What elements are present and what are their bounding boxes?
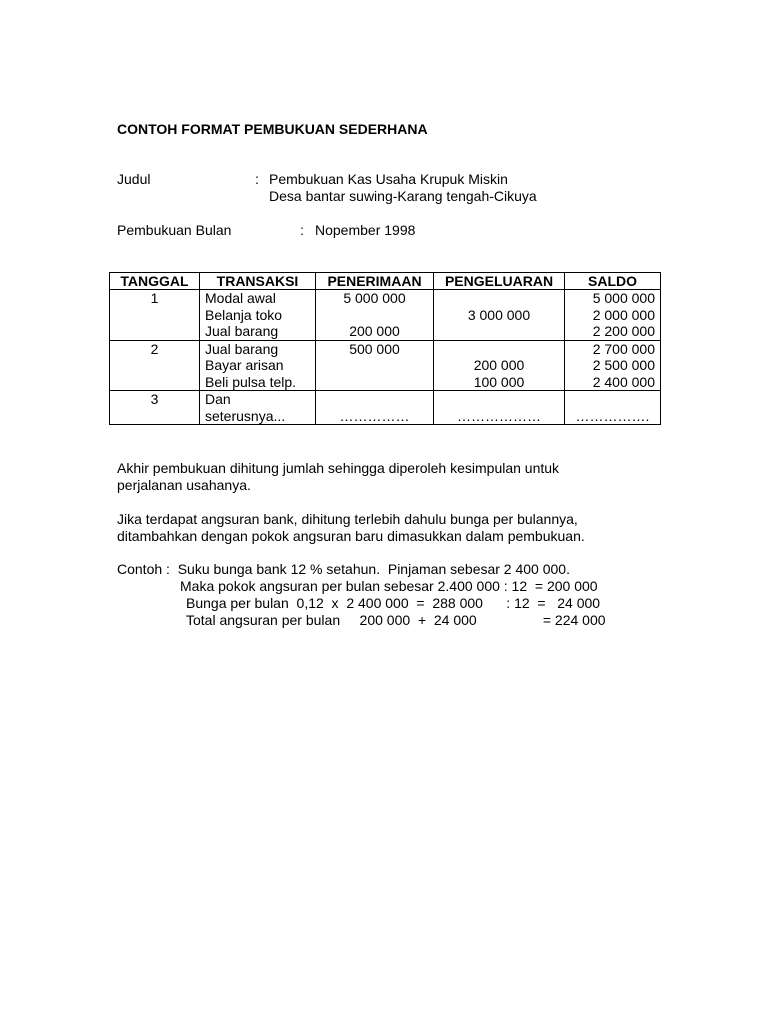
table-row: [110, 391, 661, 425]
cell-text: [439, 290, 559, 307]
contoh-line-4: Total angsuran per bulan 200 000 + 24 000 = 224 000: [186, 612, 606, 628]
cell-tanggal: [110, 391, 200, 425]
cell-penerimaan: [316, 290, 434, 341]
cell-text: …………….: [575, 407, 650, 424]
header-tanggal: TANGGAL: [110, 273, 200, 290]
cell-tanggal: [110, 290, 200, 341]
cell-text: 2 400 000: [592, 373, 655, 390]
cell-text: 1: [150, 290, 159, 306]
cell-text: Jual barang: [205, 323, 279, 339]
cell-text: [439, 323, 559, 340]
cell-text: Beli pulsa telp.: [205, 373, 297, 390]
cell-text: 2: [150, 340, 159, 357]
contoh-line-3: Bunga per bulan 0,12 x 2 400 000 = 288 000 : 12 = 24 000: [186, 595, 601, 611]
cell-transaksi: [200, 391, 316, 425]
cell-saldo: [565, 290, 661, 341]
header-penerimaan: PENERIMAAN: [316, 273, 434, 290]
paragraph-1-line-1: Akhir pembukuan dihitung jumlah sehingga diperoleh kesimpulan untuk: [117, 460, 560, 476]
cell-text: 5 000 000: [592, 290, 655, 306]
cell-text: 200 000: [473, 357, 525, 373]
cell-text: 3: [150, 391, 159, 407]
judul-colon: :: [255, 171, 259, 187]
cell-penerimaan: [316, 391, 434, 425]
header-transaksi: TRANSAKSI: [200, 273, 316, 290]
cell-text: Jual barang: [205, 340, 279, 357]
cell-text: 2 700 000: [592, 340, 655, 357]
cell-pengeluaran: [434, 290, 565, 341]
cell-text: 2 500 000: [592, 357, 655, 373]
cell-saldo: [565, 340, 661, 391]
cell-text: 2 000 000: [592, 306, 655, 323]
paragraph-2-line-2: ditambahkan dengan pokok angsuran baru dimasukkan dalam pembukuan.: [117, 528, 585, 544]
cell-pengeluaran: [434, 340, 565, 391]
cell-text: ……………: [339, 407, 410, 424]
document-title: CONTOH FORMAT PEMBUKUAN SEDERHANA: [117, 121, 428, 137]
table-header-row: [110, 273, 661, 290]
cell-text: Modal awal: [205, 290, 276, 306]
cell-text: [321, 391, 428, 408]
cell-text: [439, 341, 559, 358]
judul-value-line2: Desa bantar suwing-Karang tengah-Cikuya: [269, 188, 537, 204]
cell-text: [439, 391, 559, 408]
cell-text: Belanja toko: [205, 306, 283, 323]
ledger-table: [109, 272, 661, 425]
cell-text: Bayar arisan: [205, 357, 284, 373]
cell-text: 2 200 000: [592, 323, 655, 339]
cell-transaksi: [200, 340, 316, 391]
cell-text: [321, 357, 428, 374]
cell-text: seterusnya...: [205, 407, 286, 424]
cell-text: [570, 391, 655, 408]
cell-text: [321, 307, 428, 324]
table-row: [110, 340, 661, 391]
header-saldo: SALDO: [565, 273, 661, 290]
judul-value-line1: Pembukuan Kas Usaha Krupuk Miskin: [269, 171, 508, 187]
header-pengeluaran: PENGELUARAN: [434, 273, 565, 290]
contoh-line-1: Contoh : Suku bunga bank 12 % setahun. Pinjaman sebesar 2 400 000.: [117, 561, 570, 577]
paragraph-2-line-1: Jika terdapat angsuran bank, dihitung terlebih dahulu bunga per bulannya,: [117, 511, 578, 527]
cell-saldo: [565, 391, 661, 425]
paragraph-1-line-2: perjalanan usahanya.: [117, 477, 251, 493]
bulan-colon: :: [300, 222, 304, 238]
cell-text: 100 000: [473, 373, 525, 390]
cell-text: 200 000: [349, 323, 400, 339]
bulan-value: Nopember 1998: [315, 222, 416, 238]
bulan-label: Pembukuan Bulan: [117, 222, 232, 238]
cell-text: 5 000 000: [343, 290, 406, 306]
judul-label: Judul: [117, 171, 151, 187]
cell-pengeluaran: [434, 391, 565, 425]
cell-transaksi: [200, 290, 316, 341]
cell-text: Dan: [205, 391, 231, 407]
contoh-line-2: Maka pokok angsuran per bulan sebesar 2.400 000 : 12 = 200 000: [180, 578, 598, 594]
cell-text: 3 000 000: [467, 306, 531, 323]
table-row: [110, 290, 661, 341]
cell-penerimaan: [316, 340, 434, 391]
cell-text: [321, 374, 428, 391]
cell-text: 500 000: [349, 340, 400, 357]
cell-tanggal: [110, 340, 200, 391]
cell-text: ………………: [457, 407, 541, 424]
